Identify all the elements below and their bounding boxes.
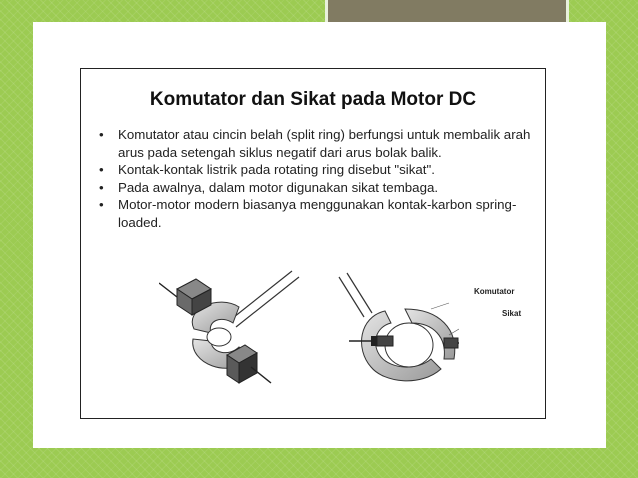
bullet-item [97, 126, 537, 161]
commutator-label: Komutator [474, 287, 515, 296]
bullet-text: Komutator atau cincin belah (split ring) berfungsi untuk membalik arah arus pada setengah siklus negatif dari arus bolak balik. [118, 127, 531, 160]
bullet-text: Motor-motor modern biasanya menggunakan kontak-karbon spring-loaded. [118, 197, 517, 230]
content-frame [80, 68, 546, 419]
right-commutator-figure [339, 273, 459, 381]
bullet-text: Pada awalnya, dalam motor digunakan sikat tembaga. [118, 179, 439, 195]
bullet-dot-icon: • [99, 197, 104, 212]
commutator-illustration [159, 259, 459, 417]
slide-title: Komutator dan Sikat pada Motor DC [149, 89, 477, 110]
commutator-diagram [159, 259, 522, 417]
bullet-dot-icon: • [99, 162, 104, 177]
bullet-dot-icon: • [99, 179, 104, 195]
bullet-item [97, 161, 537, 179]
bullet-dot-icon: • [99, 127, 104, 142]
bullet-list [97, 126, 537, 231]
bullet-text: Kontak-kontak listrik pada rotating ring disebut "sikat". [118, 162, 435, 177]
brush-label: Sikat [502, 309, 522, 318]
bullet-item [97, 196, 537, 231]
bullet-item [97, 179, 537, 197]
left-commutator-figure [159, 271, 299, 383]
